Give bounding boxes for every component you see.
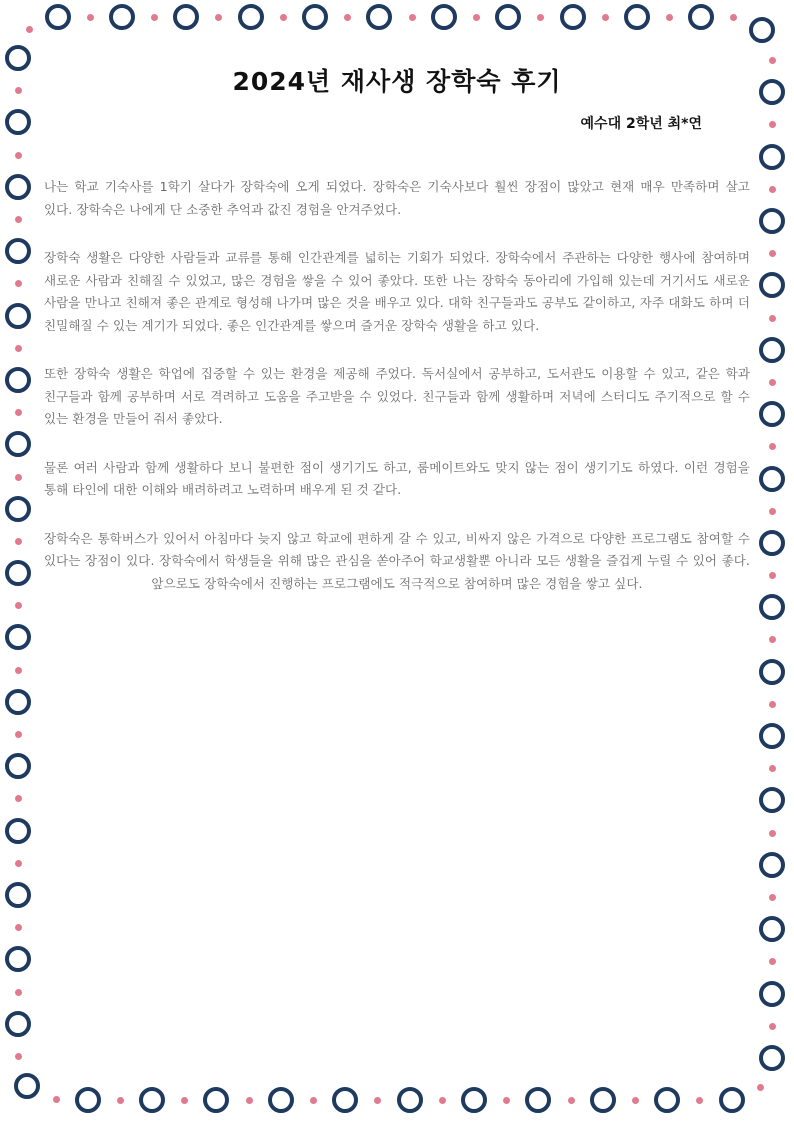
- navy-ring-icon: [45, 4, 71, 30]
- document-title: 2024년 재사생 장학숙 후기: [232, 67, 562, 96]
- navy-ring-icon: [759, 466, 785, 492]
- pink-dot-icon: [15, 474, 22, 481]
- navy-ring-icon: [719, 1087, 745, 1113]
- pink-dot-icon: [15, 216, 22, 223]
- pink-dot-icon: [769, 958, 776, 965]
- navy-ring-icon: [5, 367, 31, 393]
- navy-ring-icon: [654, 1087, 680, 1113]
- paragraph-4: 물론 여러 사람과 함께 생활하다 보니 불편한 점이 생기기도 하고, 룸메이트와도 맞지 않는 점이 생기기도 하였다. 이런 경험을 통해 타인에 대한 이해와 배려하려고 노력하며 배우게 된 것 같다.: [44, 459, 750, 497]
- essay-body: [44, 176, 750, 621]
- pink-dot-icon: [117, 1097, 124, 1104]
- navy-ring-icon: [268, 1087, 294, 1113]
- navy-ring-icon: [759, 144, 785, 170]
- navy-ring-icon: [5, 431, 31, 457]
- navy-ring-icon: [5, 303, 31, 329]
- navy-ring-icon: [109, 4, 135, 30]
- pink-dot-icon: [181, 1097, 188, 1104]
- navy-ring-icon: [332, 1087, 358, 1113]
- navy-ring-icon: [759, 337, 785, 363]
- paragraph-2: 장학숙 생활은 다양한 사람들과 교류를 통해 인간관계를 넓히는 기회가 되었다. 장학숙에서 주관하는 다양한 행사에 참여하며 새로운 사람과 친해질 수 있었고, 많은 경험을 쌓을 수 있어 좋았다. 또한 나는 장학숙 동아리에 가입해 있는데 거기서도 새로운 사람을 만나고 친해져 좋은 관계로 형성해 나가며 많은 것을 배우고 있다. 대학 친구들과도 공부도 같이하고, 자주 대화도 하며 더 친밀해질 수 있는 계기가 되었다. 좋은 인간관계를 쌓으며 즐거운 장학숙 생활을 하고 있다.: [44, 250, 750, 333]
- navy-ring-icon: [759, 787, 785, 813]
- pink-dot-icon: [666, 14, 673, 21]
- pink-dot-icon: [15, 795, 22, 802]
- pink-dot-icon: [409, 14, 416, 21]
- pink-dot-icon: [280, 14, 287, 21]
- pink-dot-icon: [769, 636, 776, 643]
- pink-dot-icon: [769, 765, 776, 772]
- navy-ring-icon: [759, 1045, 785, 1071]
- pink-dot-icon: [769, 121, 776, 128]
- navy-ring-icon: [624, 4, 650, 30]
- navy-ring-icon: [759, 852, 785, 878]
- pink-dot-icon: [769, 443, 776, 450]
- pink-dot-icon: [15, 1053, 22, 1060]
- navy-ring-icon: [759, 401, 785, 427]
- pink-dot-icon: [769, 830, 776, 837]
- pink-dot-icon: [215, 14, 222, 21]
- navy-ring-icon: [688, 4, 714, 30]
- paragraph-1: 나는 학교 기숙사를 1학기 살다가 장학숙에 오게 되었다. 장학숙은 기숙사보다 훨씬 장점이 많았고 현재 매우 만족하며 살고 있다. 장학숙은 나에게 단 소중한 추억과 값진 경험을 안겨주었다.: [44, 179, 750, 217]
- pink-dot-icon: [537, 14, 544, 21]
- navy-ring-icon: [431, 4, 457, 30]
- navy-ring-icon: [203, 1087, 229, 1113]
- navy-ring-icon: [238, 4, 264, 30]
- pink-dot-icon: [769, 250, 776, 257]
- navy-ring-icon: [5, 689, 31, 715]
- pink-dot-icon: [503, 1097, 510, 1104]
- navy-ring-icon: [759, 530, 785, 556]
- pink-dot-icon: [15, 280, 22, 287]
- navy-ring-icon: [5, 818, 31, 844]
- navy-ring-icon: [461, 1087, 487, 1113]
- navy-ring-icon: [590, 1087, 616, 1113]
- navy-ring-icon: [5, 882, 31, 908]
- pink-dot-icon: [769, 572, 776, 579]
- pink-dot-icon: [632, 1097, 639, 1104]
- pink-dot-icon: [310, 1097, 317, 1104]
- pink-dot-icon: [53, 1096, 60, 1103]
- pink-dot-icon: [344, 14, 351, 21]
- navy-ring-icon: [759, 272, 785, 298]
- navy-ring-icon: [5, 1011, 31, 1037]
- navy-ring-icon: [397, 1087, 423, 1113]
- navy-ring-icon: [366, 4, 392, 30]
- navy-ring-icon: [759, 723, 785, 749]
- pink-dot-icon: [15, 538, 22, 545]
- navy-ring-icon: [5, 560, 31, 586]
- navy-ring-icon: [525, 1087, 551, 1113]
- pink-dot-icon: [473, 14, 480, 21]
- pink-dot-icon: [769, 894, 776, 901]
- pink-dot-icon: [15, 731, 22, 738]
- pink-dot-icon: [15, 667, 22, 674]
- pink-dot-icon: [769, 186, 776, 193]
- paragraph-5: 장학숙은 통학버스가 있어서 아침마다 늦지 않고 학교에 편하게 갈 수 있고, 비싸지 않은 가격으로 다양한 프로그램도 참여할 수 있다는 장점이 있다. 장학숙에서 학생들을 위해 많은 관심을 쏟아주어 학교생활뿐 아니라 모든 생활을 즐겁게 누릴 수 있어 좋다. 앞으로도 장학숙에서 진행하는 프로그램에도 적극적으로 참여하며 많은 경험을 쌓고 싶다.: [44, 530, 750, 591]
- pink-dot-icon: [15, 152, 22, 159]
- pink-dot-icon: [246, 1097, 253, 1104]
- pink-dot-icon: [26, 26, 33, 33]
- pink-dot-icon: [769, 701, 776, 708]
- navy-ring-icon: [759, 916, 785, 942]
- pink-dot-icon: [769, 379, 776, 386]
- navy-ring-icon: [5, 496, 31, 522]
- pink-dot-icon: [374, 1097, 381, 1104]
- pink-dot-icon: [15, 860, 22, 867]
- navy-ring-icon: [5, 238, 31, 264]
- paragraph-3: 또한 장학숙 생활은 학업에 집중할 수 있는 환경을 제공해 주었다. 독서실에서 공부하고, 도서관도 이용할 수 있고, 같은 학과 친구들과 함께 공부하며 서로 격려하고 도움을 주고받을 수 있었다. 친구들과 함께 생활하며 저녁에 스터디도 주기적으로 할 수 있는 환경을 만들어 줘서 좋았다.: [44, 366, 750, 426]
- pink-dot-icon: [15, 345, 22, 352]
- pink-dot-icon: [757, 1084, 764, 1091]
- navy-ring-icon: [173, 4, 199, 30]
- pink-dot-icon: [15, 409, 22, 416]
- pink-dot-icon: [87, 14, 94, 21]
- navy-ring-icon: [759, 659, 785, 685]
- navy-ring-icon: [75, 1087, 101, 1113]
- navy-ring-icon: [5, 174, 31, 200]
- pink-dot-icon: [439, 1097, 446, 1104]
- pink-dot-icon: [602, 14, 609, 21]
- navy-ring-icon: [749, 17, 775, 43]
- navy-ring-icon: [495, 4, 521, 30]
- navy-ring-icon: [5, 109, 31, 135]
- pink-dot-icon: [769, 315, 776, 322]
- pink-dot-icon: [730, 14, 737, 21]
- pink-dot-icon: [568, 1097, 575, 1104]
- navy-ring-icon: [5, 624, 31, 650]
- navy-ring-icon: [14, 1073, 40, 1099]
- navy-ring-icon: [5, 753, 31, 779]
- pink-dot-icon: [769, 1023, 776, 1030]
- pink-dot-icon: [15, 924, 22, 931]
- pink-dot-icon: [151, 14, 158, 21]
- navy-ring-icon: [759, 208, 785, 234]
- navy-ring-icon: [302, 4, 328, 30]
- pink-dot-icon: [769, 508, 776, 515]
- navy-ring-icon: [5, 946, 31, 972]
- author-line: 예수대 2학년 최*연: [580, 116, 702, 132]
- pink-dot-icon: [15, 989, 22, 996]
- navy-ring-icon: [759, 981, 785, 1007]
- navy-ring-icon: [139, 1087, 165, 1113]
- navy-ring-icon: [560, 4, 586, 30]
- pink-dot-icon: [696, 1097, 703, 1104]
- pink-dot-icon: [15, 602, 22, 609]
- navy-ring-icon: [759, 594, 785, 620]
